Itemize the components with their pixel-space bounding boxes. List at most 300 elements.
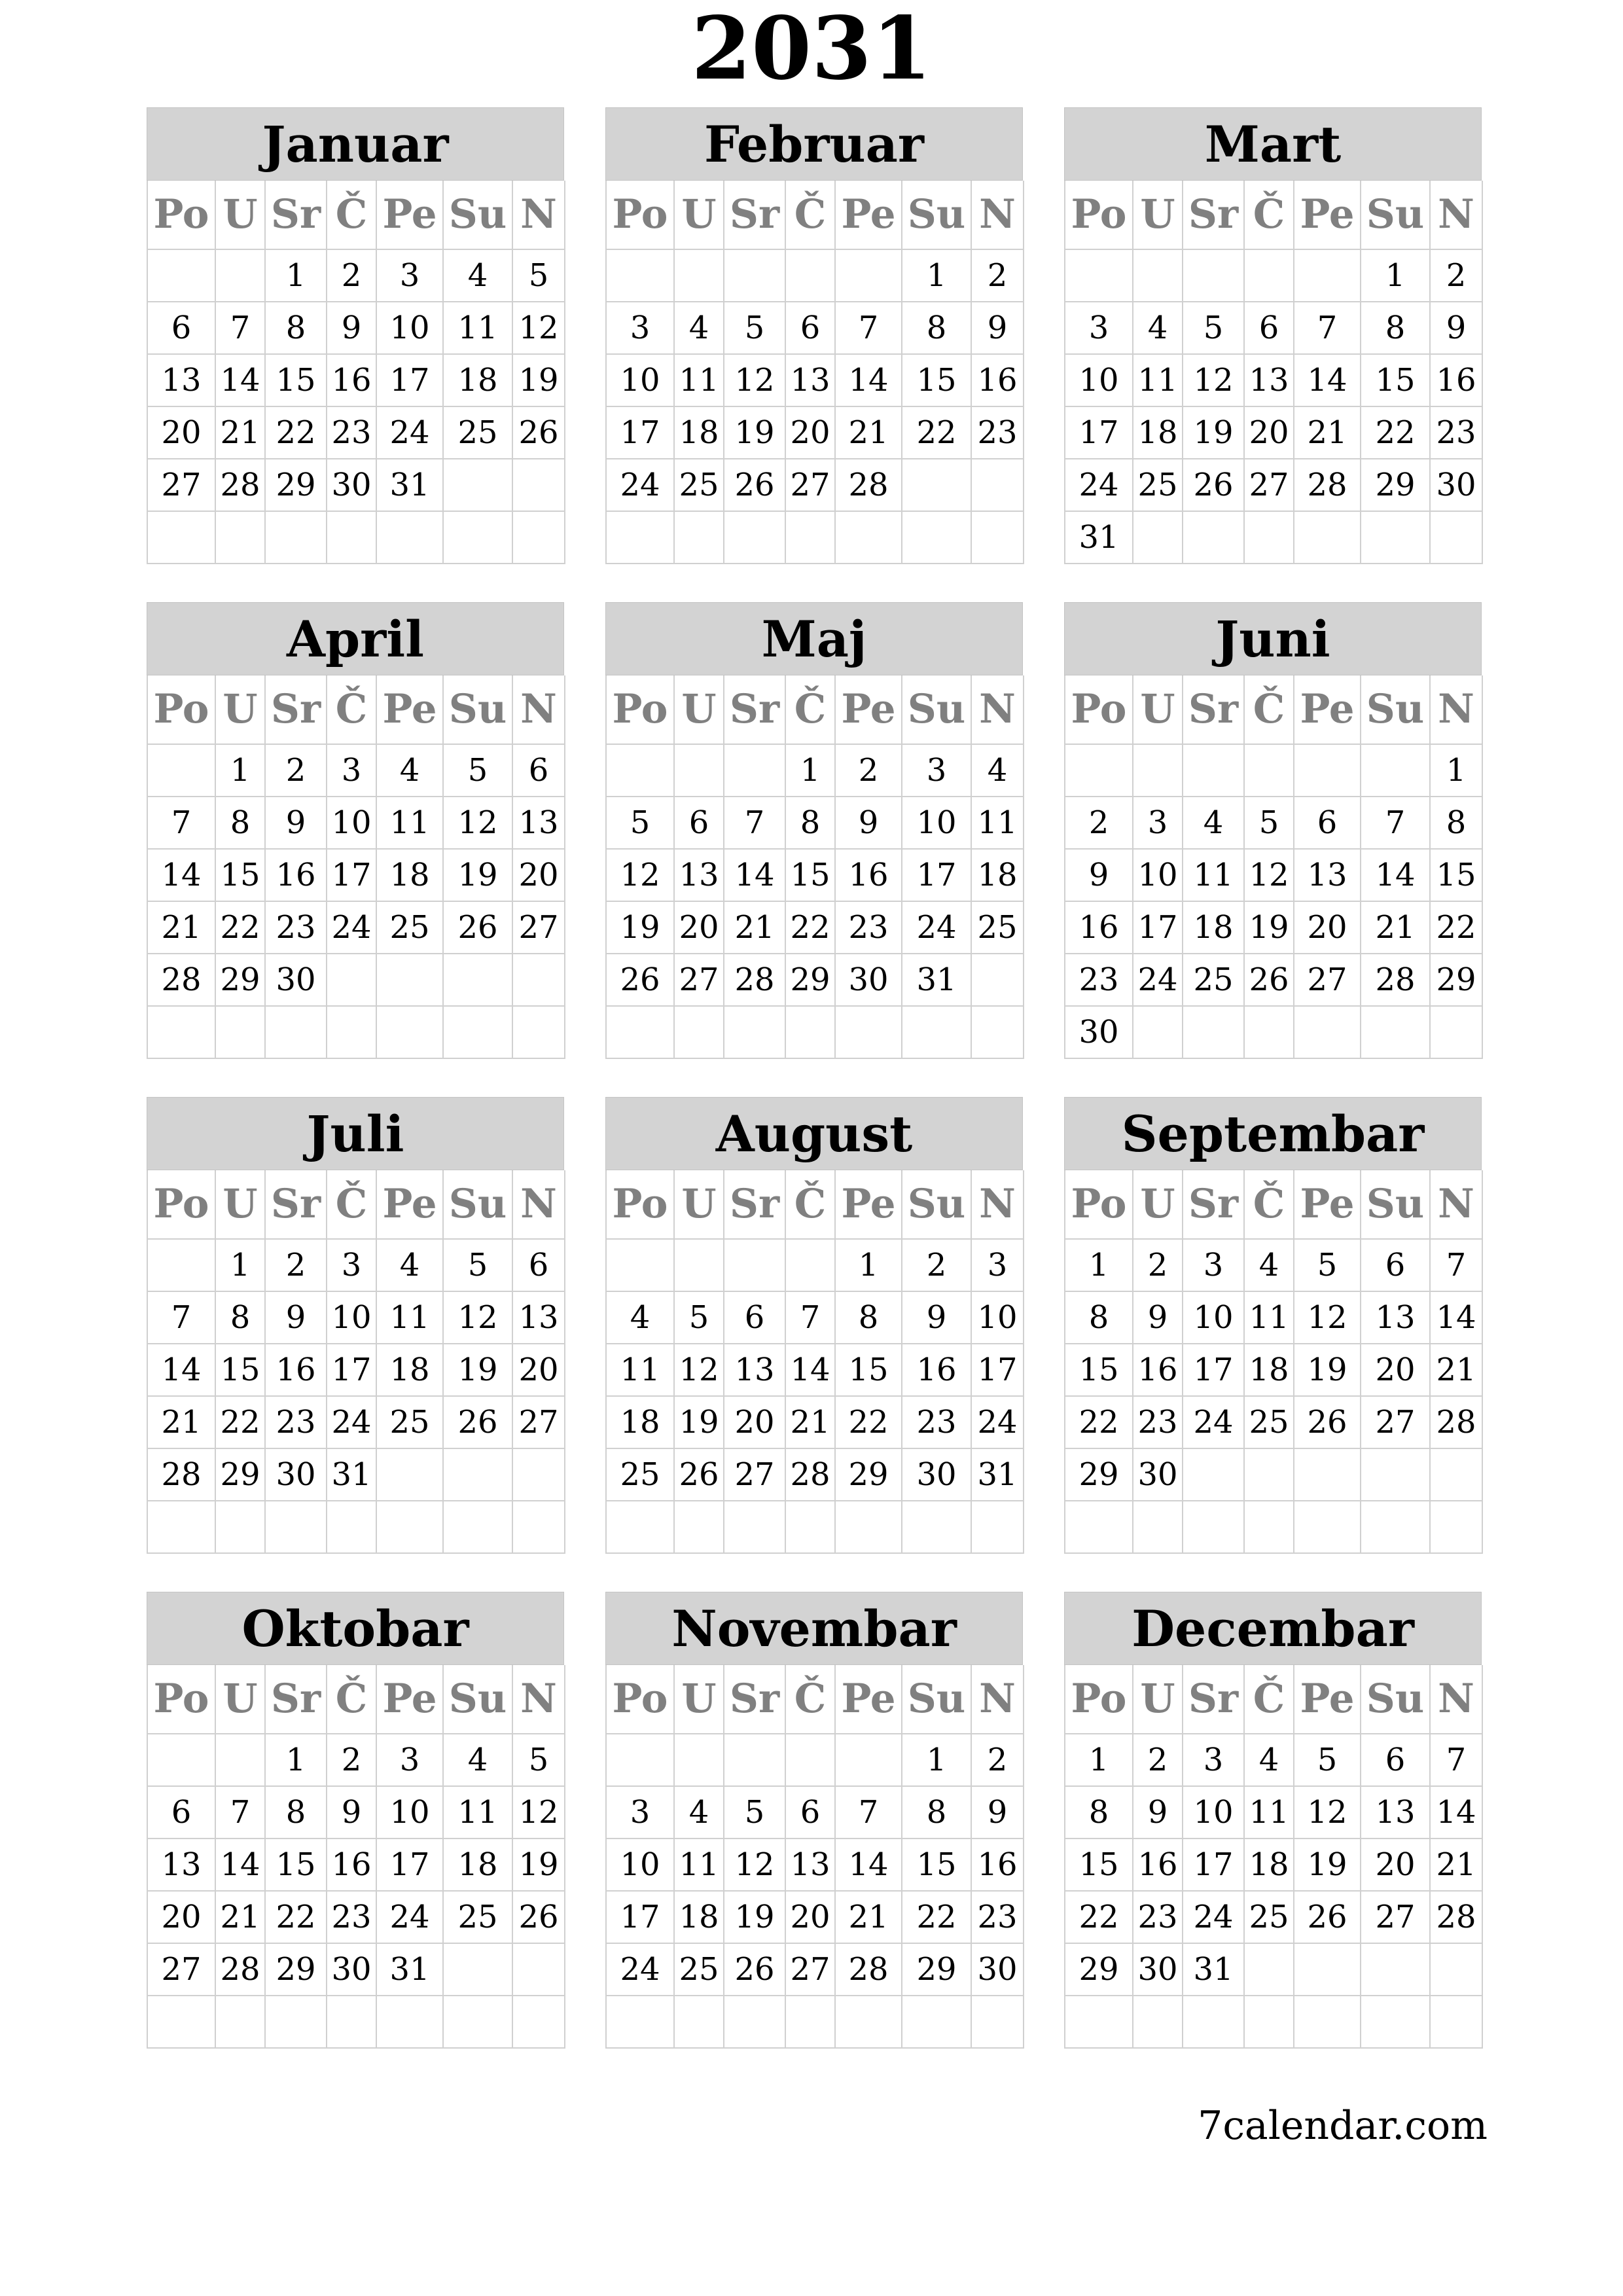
- day-cell: 24: [606, 459, 674, 511]
- day-cell: 2: [971, 249, 1024, 302]
- day-cell: 30: [902, 1448, 971, 1501]
- day-cell: [971, 511, 1024, 564]
- week-row: [1065, 1786, 1482, 1839]
- day-cell: 16: [1133, 1344, 1183, 1396]
- weekday-header-row: [147, 675, 565, 744]
- day-cell: [1361, 511, 1430, 564]
- day-cell: 19: [724, 406, 785, 459]
- day-cell: 23: [971, 1891, 1024, 1943]
- day-cell: 6: [785, 1786, 835, 1839]
- weekday-label: Pe: [835, 1665, 902, 1734]
- day-cell: 25: [971, 901, 1024, 954]
- day-cell: 3: [902, 744, 971, 797]
- week-row: [147, 1006, 565, 1058]
- day-cell: 25: [606, 1448, 674, 1501]
- week-row: [606, 954, 1024, 1006]
- footer-site-name: 7calendar.com: [1198, 2103, 1488, 2149]
- week-row: [147, 1786, 565, 1839]
- day-cell: 23: [835, 901, 902, 954]
- day-cell: 1: [902, 249, 971, 302]
- day-cell: 20: [785, 406, 835, 459]
- day-cell: [1294, 511, 1361, 564]
- day-cell: 1: [1065, 1734, 1133, 1786]
- week-row: [147, 1291, 565, 1344]
- day-cell: [215, 1734, 265, 1786]
- day-cell: [215, 1006, 265, 1058]
- day-cell: 28: [835, 1943, 902, 1996]
- day-cell: [1430, 1996, 1482, 2048]
- day-cell: 11: [971, 797, 1024, 849]
- day-cell: 13: [1294, 849, 1361, 901]
- week-row: [606, 901, 1024, 954]
- weekday-header-row: [606, 1170, 1024, 1239]
- day-cell: [1183, 511, 1244, 564]
- day-cell: 13: [1361, 1291, 1430, 1344]
- day-cell: 12: [1244, 849, 1294, 901]
- day-cell: [1133, 744, 1183, 797]
- day-cell: 29: [265, 459, 327, 511]
- day-cell: 4: [443, 249, 512, 302]
- month-table: [147, 675, 565, 1059]
- weekday-header-row: [606, 181, 1024, 249]
- day-cell: 15: [215, 849, 265, 901]
- day-cell: 20: [147, 406, 215, 459]
- day-cell: 12: [512, 1786, 565, 1839]
- week-row: [147, 459, 565, 511]
- day-cell: 29: [215, 954, 265, 1006]
- day-cell: 2: [902, 1239, 971, 1291]
- day-cell: [674, 744, 724, 797]
- month-name: Juni: [1064, 602, 1482, 675]
- day-cell: [1294, 1006, 1361, 1058]
- day-cell: 5: [1183, 302, 1244, 354]
- week-row: [1065, 744, 1482, 797]
- day-cell: [1294, 1448, 1361, 1501]
- day-cell: [265, 1996, 327, 2048]
- month-februar: [605, 107, 1023, 564]
- day-cell: 15: [1065, 1839, 1133, 1891]
- day-cell: [147, 744, 215, 797]
- week-row: [147, 406, 565, 459]
- day-cell: [443, 459, 512, 511]
- day-cell: 11: [674, 354, 724, 406]
- day-cell: [1294, 744, 1361, 797]
- week-row: [147, 1734, 565, 1786]
- day-cell: 11: [1244, 1786, 1294, 1839]
- day-cell: 27: [512, 901, 565, 954]
- day-cell: 19: [512, 354, 565, 406]
- day-cell: 30: [265, 1448, 327, 1501]
- month-name: April: [147, 602, 564, 675]
- day-cell: 10: [327, 1291, 376, 1344]
- day-cell: 1: [1065, 1239, 1133, 1291]
- day-cell: 1: [215, 1239, 265, 1291]
- day-cell: 5: [724, 302, 785, 354]
- day-cell: 18: [376, 849, 443, 901]
- day-cell: 18: [376, 1344, 443, 1396]
- day-cell: [785, 1996, 835, 2048]
- day-cell: 31: [376, 459, 443, 511]
- day-cell: 12: [443, 1291, 512, 1344]
- day-cell: 31: [376, 1943, 443, 1996]
- weekday-label: N: [971, 1170, 1024, 1239]
- week-row: [606, 1501, 1024, 1553]
- day-cell: 6: [1361, 1239, 1430, 1291]
- week-row: [147, 354, 565, 406]
- weekday-label: Sr: [265, 1665, 327, 1734]
- weekday-label: N: [971, 181, 1024, 249]
- weekday-label: U: [215, 675, 265, 744]
- day-cell: [674, 1006, 724, 1058]
- day-cell: 21: [835, 406, 902, 459]
- week-row: [147, 511, 565, 564]
- day-cell: 25: [674, 459, 724, 511]
- weekday-label: Su: [443, 181, 512, 249]
- weekday-label: U: [1133, 675, 1183, 744]
- week-row: [1065, 1239, 1482, 1291]
- day-cell: [835, 1996, 902, 2048]
- weekday-label: Su: [443, 675, 512, 744]
- day-cell: 3: [606, 302, 674, 354]
- week-row: [147, 849, 565, 901]
- day-cell: 1: [215, 744, 265, 797]
- day-cell: [1183, 1996, 1244, 2048]
- month-table: [1064, 675, 1483, 1059]
- day-cell: 26: [1244, 954, 1294, 1006]
- day-cell: [1430, 1501, 1482, 1553]
- weekday-label: Su: [902, 181, 971, 249]
- day-cell: 22: [265, 1891, 327, 1943]
- day-cell: 15: [265, 1839, 327, 1891]
- day-cell: 18: [1133, 406, 1183, 459]
- weekday-label: Po: [1065, 675, 1133, 744]
- day-cell: 21: [785, 1396, 835, 1448]
- day-cell: 9: [971, 1786, 1024, 1839]
- month-april: [147, 602, 564, 1059]
- day-cell: [724, 744, 785, 797]
- day-cell: 26: [724, 459, 785, 511]
- weekday-label: Po: [147, 181, 215, 249]
- day-cell: 11: [606, 1344, 674, 1396]
- day-cell: 6: [1244, 302, 1294, 354]
- day-cell: 8: [902, 302, 971, 354]
- day-cell: [376, 954, 443, 1006]
- month-grid: [147, 107, 1482, 2049]
- day-cell: 31: [1183, 1943, 1244, 1996]
- day-cell: 5: [1244, 797, 1294, 849]
- day-cell: 4: [443, 1734, 512, 1786]
- day-cell: [835, 1501, 902, 1553]
- day-cell: 9: [265, 1291, 327, 1344]
- weekday-header-row: [606, 1665, 1024, 1734]
- day-cell: 24: [606, 1943, 674, 1996]
- day-cell: 10: [376, 1786, 443, 1839]
- week-row: [1065, 849, 1482, 901]
- day-cell: [606, 1996, 674, 2048]
- day-cell: 27: [1361, 1396, 1430, 1448]
- day-cell: 17: [971, 1344, 1024, 1396]
- day-cell: [785, 1501, 835, 1553]
- month-name: Oktobar: [147, 1592, 564, 1665]
- day-cell: [327, 1996, 376, 2048]
- week-row: [606, 1291, 1024, 1344]
- weekday-label: Pe: [376, 1665, 443, 1734]
- month-name: Mart: [1064, 107, 1482, 181]
- day-cell: 21: [215, 1891, 265, 1943]
- day-cell: 15: [1430, 849, 1482, 901]
- day-cell: 28: [724, 954, 785, 1006]
- weekday-label: Pe: [376, 181, 443, 249]
- month-table: [605, 181, 1024, 564]
- month-juni: [1064, 602, 1482, 1059]
- day-cell: 7: [724, 797, 785, 849]
- day-cell: [265, 511, 327, 564]
- day-cell: 17: [376, 354, 443, 406]
- day-cell: [674, 511, 724, 564]
- day-cell: [1133, 511, 1183, 564]
- day-cell: 4: [376, 744, 443, 797]
- week-row: [1065, 249, 1482, 302]
- day-cell: 11: [1244, 1291, 1294, 1344]
- weekday-label: N: [512, 1170, 565, 1239]
- day-cell: 19: [674, 1396, 724, 1448]
- weekday-label: Su: [1361, 181, 1430, 249]
- day-cell: [1294, 1996, 1361, 2048]
- week-row: [147, 249, 565, 302]
- day-cell: 8: [1430, 797, 1482, 849]
- day-cell: 20: [1294, 901, 1361, 954]
- day-cell: [971, 1501, 1024, 1553]
- day-cell: 21: [835, 1891, 902, 1943]
- weekday-label: N: [1430, 1665, 1482, 1734]
- weekday-label: Sr: [724, 675, 785, 744]
- month-table: [147, 1170, 565, 1554]
- day-cell: 5: [512, 1734, 565, 1786]
- day-cell: 8: [265, 1786, 327, 1839]
- day-cell: 16: [1430, 354, 1482, 406]
- day-cell: 3: [327, 1239, 376, 1291]
- weekday-label: U: [1133, 181, 1183, 249]
- day-cell: 25: [443, 406, 512, 459]
- day-cell: 25: [1244, 1396, 1294, 1448]
- weekday-label: Pe: [376, 675, 443, 744]
- day-cell: 13: [724, 1344, 785, 1396]
- day-cell: [147, 1734, 215, 1786]
- day-cell: [1430, 1943, 1482, 1996]
- week-row: [147, 797, 565, 849]
- weekday-label: Pe: [1294, 1170, 1361, 1239]
- day-cell: 20: [512, 1344, 565, 1396]
- week-row: [1065, 1891, 1482, 1943]
- day-cell: [512, 1943, 565, 1996]
- day-cell: 24: [327, 1396, 376, 1448]
- day-cell: 8: [1065, 1291, 1133, 1344]
- weekday-label: U: [215, 1170, 265, 1239]
- week-row: [1065, 354, 1482, 406]
- day-cell: 21: [147, 901, 215, 954]
- weekday-label: Po: [147, 1170, 215, 1239]
- day-cell: 15: [902, 1839, 971, 1891]
- weekday-label: Č: [1244, 181, 1294, 249]
- day-cell: 3: [971, 1239, 1024, 1291]
- day-cell: 17: [606, 1891, 674, 1943]
- day-cell: 31: [1065, 511, 1133, 564]
- weekday-header-row: [147, 181, 565, 249]
- day-cell: 14: [1294, 354, 1361, 406]
- day-cell: 24: [1183, 1396, 1244, 1448]
- week-row: [606, 249, 1024, 302]
- day-cell: [606, 1734, 674, 1786]
- day-cell: 22: [835, 1396, 902, 1448]
- day-cell: 13: [674, 849, 724, 901]
- week-row: [1065, 406, 1482, 459]
- day-cell: 16: [971, 1839, 1024, 1891]
- day-cell: 9: [1133, 1291, 1183, 1344]
- week-row: [1065, 1501, 1482, 1553]
- day-cell: 16: [835, 849, 902, 901]
- day-cell: 7: [785, 1291, 835, 1344]
- day-cell: 11: [376, 1291, 443, 1344]
- day-cell: 9: [1065, 849, 1133, 901]
- day-cell: [1244, 744, 1294, 797]
- day-cell: 6: [147, 1786, 215, 1839]
- day-cell: 16: [971, 354, 1024, 406]
- day-cell: 23: [1133, 1396, 1183, 1448]
- day-cell: 14: [785, 1344, 835, 1396]
- weekday-label: N: [971, 1665, 1024, 1734]
- day-cell: 11: [443, 1786, 512, 1839]
- day-cell: [902, 1501, 971, 1553]
- week-row: [606, 849, 1024, 901]
- month-name: Februar: [605, 107, 1023, 181]
- day-cell: [512, 1501, 565, 1553]
- day-cell: 20: [512, 849, 565, 901]
- day-cell: 28: [1361, 954, 1430, 1006]
- weekday-label: N: [971, 675, 1024, 744]
- day-cell: 24: [1133, 954, 1183, 1006]
- day-cell: 27: [1294, 954, 1361, 1006]
- day-cell: 14: [1430, 1291, 1482, 1344]
- day-cell: 13: [785, 1839, 835, 1891]
- day-cell: 9: [327, 1786, 376, 1839]
- day-cell: [902, 511, 971, 564]
- day-cell: 25: [443, 1891, 512, 1943]
- week-row: [606, 1734, 1024, 1786]
- day-cell: 6: [1294, 797, 1361, 849]
- weekday-label: U: [674, 1665, 724, 1734]
- month-august: [605, 1097, 1023, 1554]
- day-cell: 29: [785, 954, 835, 1006]
- day-cell: 30: [1430, 459, 1482, 511]
- day-cell: 17: [1183, 1344, 1244, 1396]
- day-cell: 18: [674, 406, 724, 459]
- day-cell: [1244, 1448, 1294, 1501]
- day-cell: [443, 954, 512, 1006]
- weekday-header-row: [1065, 1665, 1482, 1734]
- day-cell: 11: [674, 1839, 724, 1891]
- day-cell: 16: [327, 1839, 376, 1891]
- weekday-label: Č: [785, 675, 835, 744]
- day-cell: [674, 1239, 724, 1291]
- weekday-label: N: [1430, 181, 1482, 249]
- day-cell: 8: [265, 302, 327, 354]
- day-cell: [674, 1501, 724, 1553]
- day-cell: 25: [376, 901, 443, 954]
- weekday-label: Pe: [835, 675, 902, 744]
- day-cell: 1: [785, 744, 835, 797]
- day-cell: [971, 954, 1024, 1006]
- day-cell: 15: [835, 1344, 902, 1396]
- day-cell: 4: [674, 302, 724, 354]
- day-cell: 12: [1294, 1786, 1361, 1839]
- week-row: [606, 744, 1024, 797]
- day-cell: 22: [785, 901, 835, 954]
- day-cell: [971, 459, 1024, 511]
- day-cell: 29: [1430, 954, 1482, 1006]
- day-cell: 7: [215, 302, 265, 354]
- weekday-label: Č: [327, 1170, 376, 1239]
- day-cell: 28: [215, 1943, 265, 1996]
- day-cell: 26: [1183, 459, 1244, 511]
- day-cell: 22: [1430, 901, 1482, 954]
- day-cell: 22: [215, 1396, 265, 1448]
- month-table: [605, 675, 1024, 1059]
- day-cell: 30: [835, 954, 902, 1006]
- month-name: Juli: [147, 1097, 564, 1170]
- day-cell: 24: [971, 1396, 1024, 1448]
- week-row: [1065, 1734, 1482, 1786]
- weekday-label: Po: [606, 1170, 674, 1239]
- day-cell: 5: [724, 1786, 785, 1839]
- week-row: [606, 1891, 1024, 1943]
- day-cell: 4: [674, 1786, 724, 1839]
- day-cell: 8: [1065, 1786, 1133, 1839]
- day-cell: 15: [1065, 1344, 1133, 1396]
- day-cell: 26: [606, 954, 674, 1006]
- week-row: [606, 1786, 1024, 1839]
- day-cell: 23: [265, 901, 327, 954]
- day-cell: 31: [327, 1448, 376, 1501]
- day-cell: 3: [1183, 1239, 1244, 1291]
- day-cell: 8: [215, 797, 265, 849]
- week-row: [147, 1501, 565, 1553]
- day-cell: 12: [443, 797, 512, 849]
- day-cell: 23: [1065, 954, 1133, 1006]
- day-cell: 19: [1294, 1344, 1361, 1396]
- week-row: [606, 302, 1024, 354]
- day-cell: [1133, 1006, 1183, 1058]
- week-row: [606, 406, 1024, 459]
- weekday-label: Su: [1361, 675, 1430, 744]
- day-cell: 19: [1183, 406, 1244, 459]
- day-cell: [606, 744, 674, 797]
- day-cell: 29: [1065, 1448, 1133, 1501]
- day-cell: 7: [835, 302, 902, 354]
- day-cell: 5: [443, 744, 512, 797]
- weekday-label: Č: [785, 1665, 835, 1734]
- day-cell: 7: [1361, 797, 1430, 849]
- day-cell: 2: [1430, 249, 1482, 302]
- year-title: 2031: [691, 0, 932, 99]
- week-row: [147, 1839, 565, 1891]
- day-cell: 13: [512, 797, 565, 849]
- week-row: [606, 1396, 1024, 1448]
- day-cell: [785, 1006, 835, 1058]
- day-cell: 14: [215, 1839, 265, 1891]
- day-cell: 2: [327, 249, 376, 302]
- day-cell: 14: [1430, 1786, 1482, 1839]
- day-cell: [147, 249, 215, 302]
